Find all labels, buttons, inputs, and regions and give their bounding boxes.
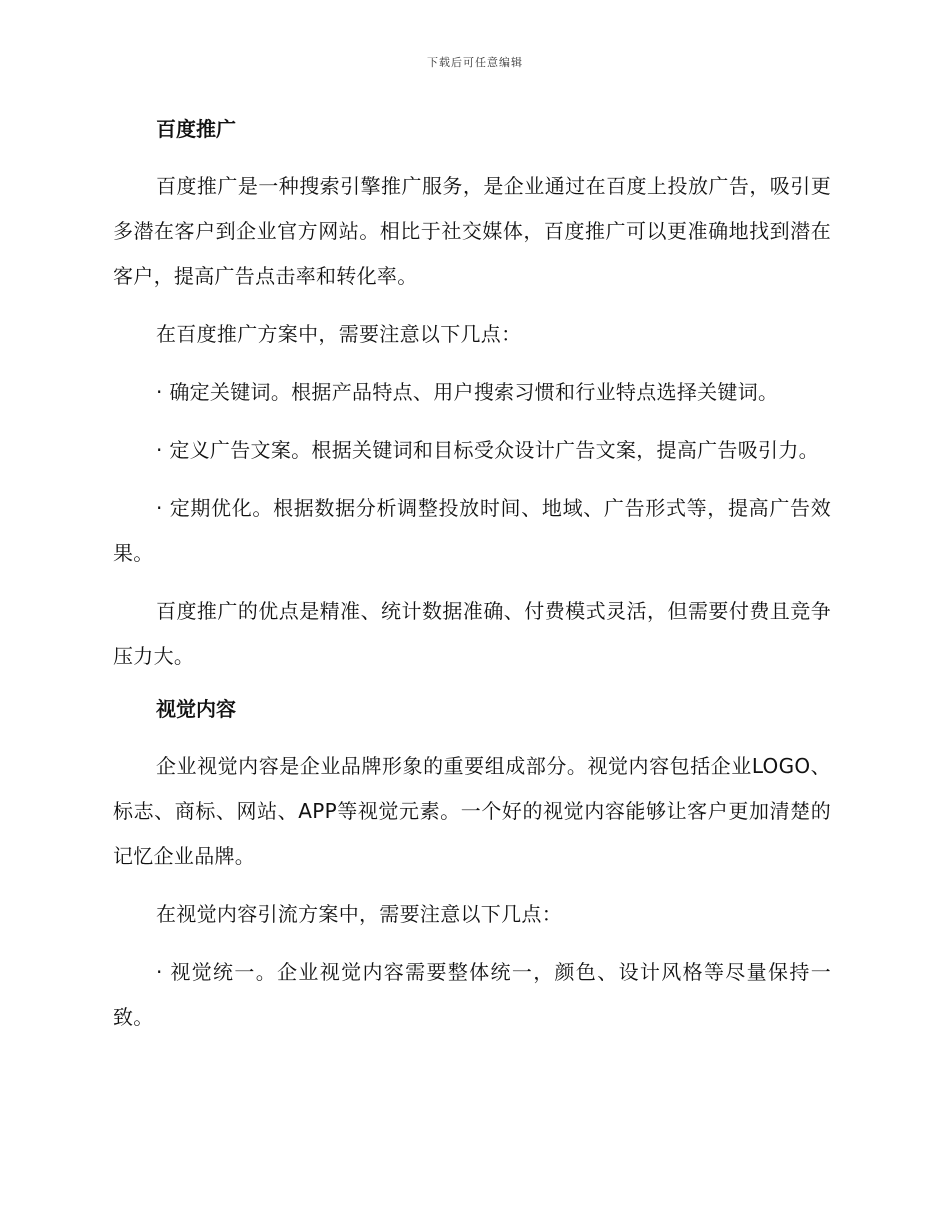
paragraph-baidu-notes-lead: 在百度推广方案中，需要注意以下几点：	[156, 322, 522, 346]
paragraph-baidu-summary: 百度推广的优点是精准、统计数据准确、付费模式灵活，但需要付费且竞争压力大。	[113, 599, 831, 668]
bullet-baidu-keywords: · 确定关键词。根据产品特点、用户搜索习惯和行业特点选择关键词。	[156, 380, 779, 404]
bullet-visual-unity: · 视觉统一。企业视觉内容需要整体统一，颜色、设计风格等尽量保持一致。	[113, 960, 831, 1029]
paragraph-visual-intro: 企业视觉内容是企业品牌形象的重要组成部分。视觉内容包括企业LOGO、标志、商标、网站、APP等视觉元素。一个好的视觉内容能够让客户更加清楚的记忆企业品牌。	[113, 754, 831, 868]
paragraph-visual-notes-lead: 在视觉内容引流方案中，需要注意以下几点：	[156, 902, 562, 926]
section-heading-baidu: 百度推广	[156, 117, 236, 141]
document-body	[113, 112, 831, 1053]
bullet-baidu-optimize: · 定期优化。根据数据分析调整投放时间、地域、广告形式等，提高广告效果。	[113, 496, 831, 565]
header-note: 下载后可任意编辑	[427, 56, 523, 69]
paragraph-baidu-intro: 百度推广是一种搜索引擎推广服务，是企业通过在百度上投放广告，吸引更多潜在客户到企业官方网站。相比于社交媒体，百度推广可以更准确地找到潜在客户，提高广告点击率和转化率。	[113, 174, 831, 288]
bullet-baidu-ad-copy: · 定义广告文案。根据关键词和目标受众设计广告文案，提高广告吸引力。	[156, 438, 819, 462]
section-heading-visual: 视觉内容	[156, 697, 236, 721]
